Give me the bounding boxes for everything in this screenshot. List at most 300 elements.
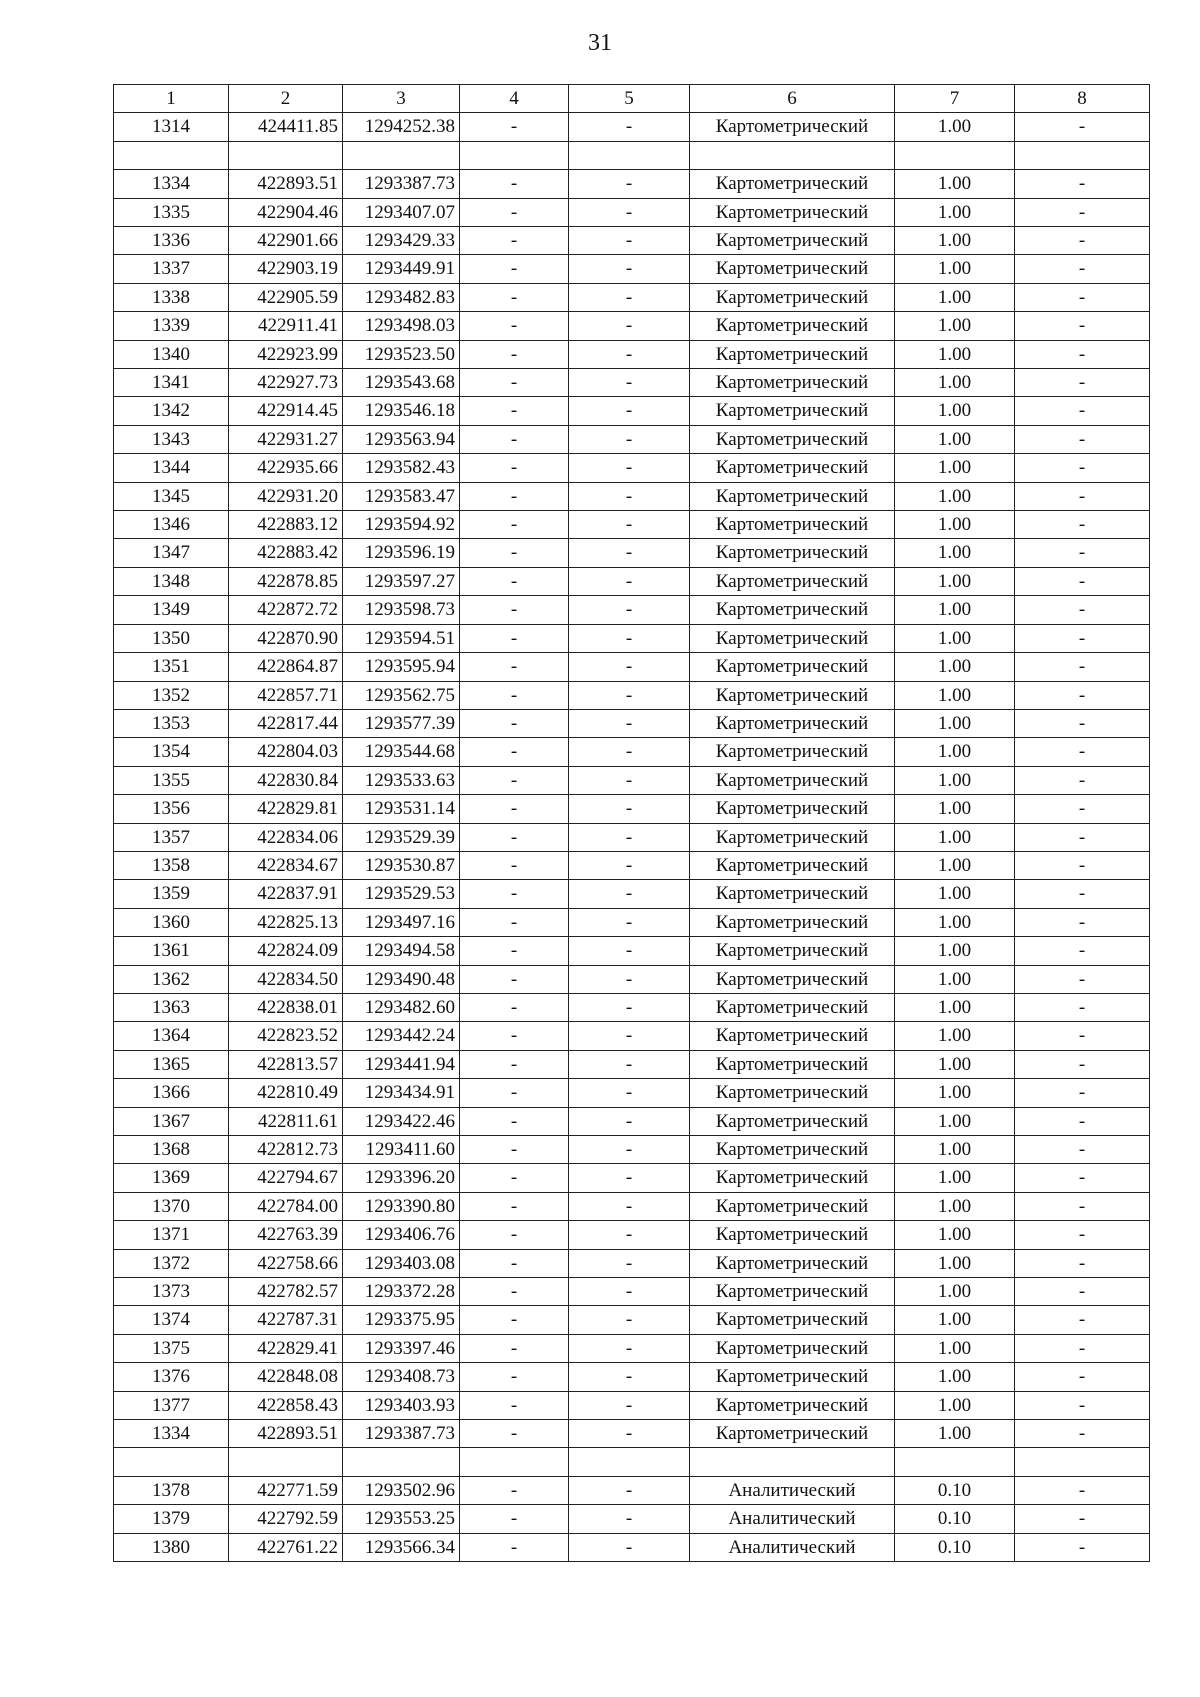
cell-col-5: - xyxy=(569,681,690,709)
cell-y-coordinate: 1293594.51 xyxy=(343,624,460,652)
cell-col-4: - xyxy=(460,1391,569,1419)
cell-col-8: - xyxy=(1015,1192,1150,1220)
cell-y-coordinate: 1293403.93 xyxy=(343,1391,460,1419)
cell-col-4: - xyxy=(460,937,569,965)
cell-accuracy: 1.00 xyxy=(895,369,1015,397)
cell-point-number: 1349 xyxy=(114,596,229,624)
cell-col-8: - xyxy=(1015,198,1150,226)
cell-col-8: - xyxy=(1015,1079,1150,1107)
cell-col-4: - xyxy=(460,965,569,993)
cell-y-coordinate: 1293546.18 xyxy=(343,397,460,425)
cell-col-5: - xyxy=(569,993,690,1021)
cell-col-5: - xyxy=(569,880,690,908)
cell-y-coordinate: 1293408.73 xyxy=(343,1363,460,1391)
cell-x-coordinate: 422810.49 xyxy=(229,1079,343,1107)
table-row xyxy=(114,567,1150,595)
cell-accuracy: 0.10 xyxy=(895,1533,1015,1561)
cell-accuracy: 1.00 xyxy=(895,1306,1015,1334)
table-row xyxy=(114,1334,1150,1362)
cell-col-8: - xyxy=(1015,1306,1150,1334)
cell-col-5: - xyxy=(569,1136,690,1164)
cell-point-number: 1375 xyxy=(114,1334,229,1362)
cell-method: Картометрический xyxy=(690,454,895,482)
table-row xyxy=(114,511,1150,539)
cell-method: Картометрический xyxy=(690,1334,895,1362)
cell-point-number: 1343 xyxy=(114,425,229,453)
cell-method: Картометрический xyxy=(690,340,895,368)
cell-accuracy: 1.00 xyxy=(895,454,1015,482)
cell-point-number: 1352 xyxy=(114,681,229,709)
cell-col-8: - xyxy=(1015,1107,1150,1135)
cell-accuracy: 1.00 xyxy=(895,255,1015,283)
cell-y-coordinate: 1293596.19 xyxy=(343,539,460,567)
cell-col-4: - xyxy=(460,511,569,539)
cell-col-4: - xyxy=(460,624,569,652)
cell-col-4: - xyxy=(460,1363,569,1391)
cell-point-number: 1358 xyxy=(114,851,229,879)
cell-col-8 xyxy=(1015,141,1150,169)
cell-accuracy: 1.00 xyxy=(895,1107,1015,1135)
coordinates-table xyxy=(113,84,1150,1562)
cell-x-coordinate: 422848.08 xyxy=(229,1363,343,1391)
cell-x-coordinate: 422904.46 xyxy=(229,198,343,226)
cell-accuracy: 0.10 xyxy=(895,1505,1015,1533)
cell-col-4: - xyxy=(460,454,569,482)
cell-y-coordinate: 1293411.60 xyxy=(343,1136,460,1164)
cell-col-5: - xyxy=(569,1334,690,1362)
cell-col-4: - xyxy=(460,1136,569,1164)
cell-x-coordinate: 422883.12 xyxy=(229,511,343,539)
cell-x-coordinate: 422893.51 xyxy=(229,170,343,198)
cell-accuracy xyxy=(895,141,1015,169)
cell-x-coordinate: 422872.72 xyxy=(229,596,343,624)
cell-col-4: - xyxy=(460,908,569,936)
cell-y-coordinate: 1293482.60 xyxy=(343,993,460,1021)
cell-accuracy: 1.00 xyxy=(895,113,1015,141)
cell-col-4: - xyxy=(460,681,569,709)
cell-x-coordinate: 422834.67 xyxy=(229,851,343,879)
cell-method: Картометрический xyxy=(690,1391,895,1419)
cell-col-5: - xyxy=(569,1249,690,1277)
table-row xyxy=(114,709,1150,737)
cell-col-8: - xyxy=(1015,880,1150,908)
cell-y-coordinate: 1293372.28 xyxy=(343,1278,460,1306)
cell-accuracy: 1.00 xyxy=(895,738,1015,766)
cell-accuracy: 1.00 xyxy=(895,937,1015,965)
cell-col-4: - xyxy=(460,312,569,340)
cell-col-4: - xyxy=(460,170,569,198)
cell-x-coordinate: 422782.57 xyxy=(229,1278,343,1306)
cell-y-coordinate: 1293562.75 xyxy=(343,681,460,709)
cell-col-8: - xyxy=(1015,795,1150,823)
cell-accuracy: 1.00 xyxy=(895,198,1015,226)
cell-x-coordinate: 422771.59 xyxy=(229,1476,343,1504)
cell-col-5: - xyxy=(569,170,690,198)
cell-method: Картометрический xyxy=(690,653,895,681)
cell-method: Картометрический xyxy=(690,283,895,311)
cell-col-8: - xyxy=(1015,738,1150,766)
cell-point-number: 1334 xyxy=(114,170,229,198)
cell-col-5: - xyxy=(569,1022,690,1050)
cell-method: Картометрический xyxy=(690,908,895,936)
cell-col-4: - xyxy=(460,283,569,311)
cell-y-coordinate: 1293598.73 xyxy=(343,596,460,624)
cell-y-coordinate: 1293597.27 xyxy=(343,567,460,595)
cell-x-coordinate: 422787.31 xyxy=(229,1306,343,1334)
cell-point-number: 1377 xyxy=(114,1391,229,1419)
table-row xyxy=(114,1192,1150,1220)
cell-y-coordinate: 1293406.76 xyxy=(343,1221,460,1249)
cell-col-8: - xyxy=(1015,965,1150,993)
cell-method: Картометрический xyxy=(690,1022,895,1050)
cell-col-4: - xyxy=(460,1533,569,1561)
table-row xyxy=(114,653,1150,681)
cell-accuracy: 1.00 xyxy=(895,709,1015,737)
cell-col-5: - xyxy=(569,653,690,681)
cell-x-coordinate: 422931.27 xyxy=(229,425,343,453)
cell-col-8: - xyxy=(1015,567,1150,595)
cell-col-5: - xyxy=(569,511,690,539)
cell-col-8: - xyxy=(1015,624,1150,652)
cell-col-4: - xyxy=(460,709,569,737)
table-row xyxy=(114,795,1150,823)
cell-accuracy: 1.00 xyxy=(895,1022,1015,1050)
cell-accuracy: 1.00 xyxy=(895,681,1015,709)
cell-point-number: 1345 xyxy=(114,482,229,510)
cell-method: Картометрический xyxy=(690,851,895,879)
cell-method: Картометрический xyxy=(690,1079,895,1107)
cell-x-coordinate: 422893.51 xyxy=(229,1420,343,1448)
cell-y-coordinate: 1293482.83 xyxy=(343,283,460,311)
cell-col-8: - xyxy=(1015,482,1150,510)
cell-point-number: 1338 xyxy=(114,283,229,311)
cell-x-coordinate: 422870.90 xyxy=(229,624,343,652)
cell-point-number: 1370 xyxy=(114,1192,229,1220)
cell-point-number: 1341 xyxy=(114,369,229,397)
cell-method: Картометрический xyxy=(690,766,895,794)
cell-x-coordinate: 422784.00 xyxy=(229,1192,343,1220)
cell-col-8: - xyxy=(1015,1249,1150,1277)
cell-method: Картометрический xyxy=(690,511,895,539)
column-header-4: 4 xyxy=(460,85,569,113)
cell-method: Аналитический xyxy=(690,1476,895,1504)
cell-method: Картометрический xyxy=(690,1136,895,1164)
table-row xyxy=(114,113,1150,141)
column-header-7: 7 xyxy=(895,85,1015,113)
cell-method: Картометрический xyxy=(690,993,895,1021)
cell-col-5: - xyxy=(569,227,690,255)
cell-point-number: 1339 xyxy=(114,312,229,340)
cell-accuracy: 1.00 xyxy=(895,1050,1015,1078)
cell-accuracy: 1.00 xyxy=(895,851,1015,879)
cell-accuracy: 1.00 xyxy=(895,1164,1015,1192)
cell-col-4: - xyxy=(460,795,569,823)
table-row xyxy=(114,539,1150,567)
cell-col-5: - xyxy=(569,965,690,993)
cell-y-coordinate: 1293494.58 xyxy=(343,937,460,965)
cell-col-8: - xyxy=(1015,851,1150,879)
cell-col-5: - xyxy=(569,766,690,794)
cell-method: Картометрический xyxy=(690,113,895,141)
column-header-5: 5 xyxy=(569,85,690,113)
cell-col-8: - xyxy=(1015,1505,1150,1533)
cell-col-5: - xyxy=(569,1533,690,1561)
cell-col-4: - xyxy=(460,539,569,567)
cell-col-4: - xyxy=(460,1221,569,1249)
cell-accuracy: 1.00 xyxy=(895,1249,1015,1277)
cell-col-8: - xyxy=(1015,283,1150,311)
table-row xyxy=(114,1476,1150,1504)
cell-x-coordinate: 422794.67 xyxy=(229,1164,343,1192)
cell-x-coordinate: 422905.59 xyxy=(229,283,343,311)
cell-col-5 xyxy=(569,1448,690,1476)
cell-col-4: - xyxy=(460,397,569,425)
cell-accuracy: 1.00 xyxy=(895,965,1015,993)
cell-point-number: 1350 xyxy=(114,624,229,652)
cell-method: Картометрический xyxy=(690,1306,895,1334)
cell-point-number: 1340 xyxy=(114,340,229,368)
cell-col-5: - xyxy=(569,1079,690,1107)
cell-col-4: - xyxy=(460,482,569,510)
cell-y-coordinate: 1293397.46 xyxy=(343,1334,460,1362)
cell-col-4: - xyxy=(460,340,569,368)
cell-accuracy: 1.00 xyxy=(895,880,1015,908)
cell-col-5: - xyxy=(569,1306,690,1334)
cell-method: Картометрический xyxy=(690,198,895,226)
cell-method: Картометрический xyxy=(690,1420,895,1448)
cell-point-number: 1379 xyxy=(114,1505,229,1533)
cell-x-coordinate: 422834.06 xyxy=(229,823,343,851)
cell-method: Картометрический xyxy=(690,795,895,823)
cell-col-8: - xyxy=(1015,113,1150,141)
cell-method: Картометрический xyxy=(690,369,895,397)
cell-method: Картометрический xyxy=(690,624,895,652)
table-header xyxy=(114,85,1150,113)
cell-point-number: 1334 xyxy=(114,1420,229,1448)
cell-method: Картометрический xyxy=(690,539,895,567)
cell-point-number: 1357 xyxy=(114,823,229,851)
cell-point-number: 1356 xyxy=(114,795,229,823)
cell-y-coordinate: 1293497.16 xyxy=(343,908,460,936)
cell-accuracy: 1.00 xyxy=(895,312,1015,340)
cell-col-4: - xyxy=(460,255,569,283)
cell-col-8: - xyxy=(1015,1533,1150,1561)
table-row xyxy=(114,227,1150,255)
cell-accuracy: 1.00 xyxy=(895,908,1015,936)
cell-y-coordinate: 1293530.87 xyxy=(343,851,460,879)
cell-point-number: 1363 xyxy=(114,993,229,1021)
cell-col-8: - xyxy=(1015,1278,1150,1306)
table-row xyxy=(114,596,1150,624)
cell-col-4: - xyxy=(460,596,569,624)
cell-col-5: - xyxy=(569,1192,690,1220)
cell-method xyxy=(690,1448,895,1476)
cell-x-coordinate: 422834.50 xyxy=(229,965,343,993)
cell-method: Картометрический xyxy=(690,965,895,993)
cell-col-5: - xyxy=(569,1221,690,1249)
cell-col-5: - xyxy=(569,908,690,936)
table-row xyxy=(114,170,1150,198)
cell-col-8: - xyxy=(1015,993,1150,1021)
table-row xyxy=(114,1420,1150,1448)
table-row xyxy=(114,397,1150,425)
table-row-separator xyxy=(114,141,1150,169)
cell-col-4: - xyxy=(460,1334,569,1362)
cell-accuracy: 1.00 xyxy=(895,653,1015,681)
cell-point-number xyxy=(114,1448,229,1476)
cell-x-coordinate: 422758.66 xyxy=(229,1249,343,1277)
cell-y-coordinate: 1293441.94 xyxy=(343,1050,460,1078)
table-row xyxy=(114,425,1150,453)
cell-accuracy: 1.00 xyxy=(895,425,1015,453)
cell-point-number: 1355 xyxy=(114,766,229,794)
cell-accuracy: 1.00 xyxy=(895,596,1015,624)
table-row xyxy=(114,965,1150,993)
cell-col-5: - xyxy=(569,823,690,851)
table-row xyxy=(114,823,1150,851)
cell-y-coordinate: 1293577.39 xyxy=(343,709,460,737)
cell-y-coordinate: 1293544.68 xyxy=(343,738,460,766)
cell-x-coordinate: 422829.41 xyxy=(229,1334,343,1362)
cell-x-coordinate: 422878.85 xyxy=(229,567,343,595)
cell-y-coordinate: 1294252.38 xyxy=(343,113,460,141)
cell-col-5: - xyxy=(569,312,690,340)
cell-point-number: 1373 xyxy=(114,1278,229,1306)
cell-col-5: - xyxy=(569,795,690,823)
cell-col-4: - xyxy=(460,993,569,1021)
cell-accuracy: 1.00 xyxy=(895,340,1015,368)
cell-col-8: - xyxy=(1015,1022,1150,1050)
cell-x-coordinate: 422761.22 xyxy=(229,1533,343,1561)
cell-point-number xyxy=(114,141,229,169)
cell-y-coordinate: 1293566.34 xyxy=(343,1533,460,1561)
cell-y-coordinate: 1293407.07 xyxy=(343,198,460,226)
table-row xyxy=(114,1022,1150,1050)
cell-col-4: - xyxy=(460,567,569,595)
cell-col-5: - xyxy=(569,369,690,397)
cell-point-number: 1359 xyxy=(114,880,229,908)
cell-accuracy: 0.10 xyxy=(895,1476,1015,1504)
cell-method: Картометрический xyxy=(690,1249,895,1277)
column-header-1: 1 xyxy=(114,85,229,113)
cell-col-8: - xyxy=(1015,1334,1150,1362)
column-header-3: 3 xyxy=(343,85,460,113)
cell-col-8: - xyxy=(1015,1136,1150,1164)
table-row xyxy=(114,1249,1150,1277)
cell-accuracy: 1.00 xyxy=(895,227,1015,255)
cell-y-coordinate: 1293531.14 xyxy=(343,795,460,823)
cell-col-4: - xyxy=(460,425,569,453)
cell-col-4: - xyxy=(460,766,569,794)
cell-col-4 xyxy=(460,141,569,169)
table-row xyxy=(114,1391,1150,1419)
cell-y-coordinate: 1293434.91 xyxy=(343,1079,460,1107)
cell-point-number: 1314 xyxy=(114,113,229,141)
cell-point-number: 1354 xyxy=(114,738,229,766)
cell-col-4: - xyxy=(460,653,569,681)
cell-x-coordinate: 422829.81 xyxy=(229,795,343,823)
cell-x-coordinate: 422813.57 xyxy=(229,1050,343,1078)
table-row xyxy=(114,1079,1150,1107)
cell-y-coordinate: 1293553.25 xyxy=(343,1505,460,1533)
cell-point-number: 1362 xyxy=(114,965,229,993)
cell-col-5: - xyxy=(569,1476,690,1504)
cell-accuracy xyxy=(895,1448,1015,1476)
header-row xyxy=(114,85,1150,113)
cell-point-number: 1380 xyxy=(114,1533,229,1561)
cell-y-coordinate: 1293449.91 xyxy=(343,255,460,283)
cell-col-5: - xyxy=(569,709,690,737)
table-row xyxy=(114,851,1150,879)
cell-col-4: - xyxy=(460,1306,569,1334)
cell-y-coordinate: 1293403.08 xyxy=(343,1249,460,1277)
table-row xyxy=(114,1533,1150,1561)
cell-col-5: - xyxy=(569,1363,690,1391)
cell-col-8: - xyxy=(1015,227,1150,255)
cell-col-4: - xyxy=(460,1476,569,1504)
cell-col-5: - xyxy=(569,937,690,965)
cell-point-number: 1342 xyxy=(114,397,229,425)
cell-point-number: 1368 xyxy=(114,1136,229,1164)
cell-col-4: - xyxy=(460,113,569,141)
cell-point-number: 1360 xyxy=(114,908,229,936)
cell-col-5: - xyxy=(569,1164,690,1192)
cell-y-coordinate xyxy=(343,141,460,169)
cell-x-coordinate: 422923.99 xyxy=(229,340,343,368)
cell-col-8: - xyxy=(1015,937,1150,965)
cell-point-number: 1344 xyxy=(114,454,229,482)
column-header-6: 6 xyxy=(690,85,895,113)
cell-x-coordinate: 422804.03 xyxy=(229,738,343,766)
cell-accuracy: 1.00 xyxy=(895,1278,1015,1306)
cell-y-coordinate: 1293490.48 xyxy=(343,965,460,993)
cell-y-coordinate: 1293583.47 xyxy=(343,482,460,510)
cell-col-4: - xyxy=(460,823,569,851)
cell-point-number: 1353 xyxy=(114,709,229,737)
cell-method: Картометрический xyxy=(690,738,895,766)
cell-point-number: 1369 xyxy=(114,1164,229,1192)
page-number: 31 xyxy=(588,30,612,56)
cell-method: Картометрический xyxy=(690,1221,895,1249)
cell-col-8: - xyxy=(1015,681,1150,709)
cell-col-5: - xyxy=(569,1278,690,1306)
cell-col-8: - xyxy=(1015,766,1150,794)
cell-point-number: 1365 xyxy=(114,1050,229,1078)
cell-col-8: - xyxy=(1015,1164,1150,1192)
cell-point-number: 1336 xyxy=(114,227,229,255)
cell-accuracy: 1.00 xyxy=(895,1363,1015,1391)
cell-accuracy: 1.00 xyxy=(895,993,1015,1021)
cell-point-number: 1376 xyxy=(114,1363,229,1391)
cell-col-5: - xyxy=(569,1505,690,1533)
cell-col-4: - xyxy=(460,1420,569,1448)
cell-accuracy: 1.00 xyxy=(895,1136,1015,1164)
cell-y-coordinate: 1293387.73 xyxy=(343,170,460,198)
cell-col-8: - xyxy=(1015,823,1150,851)
cell-col-8: - xyxy=(1015,425,1150,453)
cell-x-coordinate: 422812.73 xyxy=(229,1136,343,1164)
cell-method: Картометрический xyxy=(690,425,895,453)
cell-col-8: - xyxy=(1015,511,1150,539)
cell-col-5: - xyxy=(569,1107,690,1135)
cell-x-coordinate: 422823.52 xyxy=(229,1022,343,1050)
cell-col-5: - xyxy=(569,738,690,766)
cell-col-4: - xyxy=(460,1079,569,1107)
cell-col-8: - xyxy=(1015,1420,1150,1448)
cell-point-number: 1351 xyxy=(114,653,229,681)
table-row xyxy=(114,369,1150,397)
cell-accuracy: 1.00 xyxy=(895,283,1015,311)
